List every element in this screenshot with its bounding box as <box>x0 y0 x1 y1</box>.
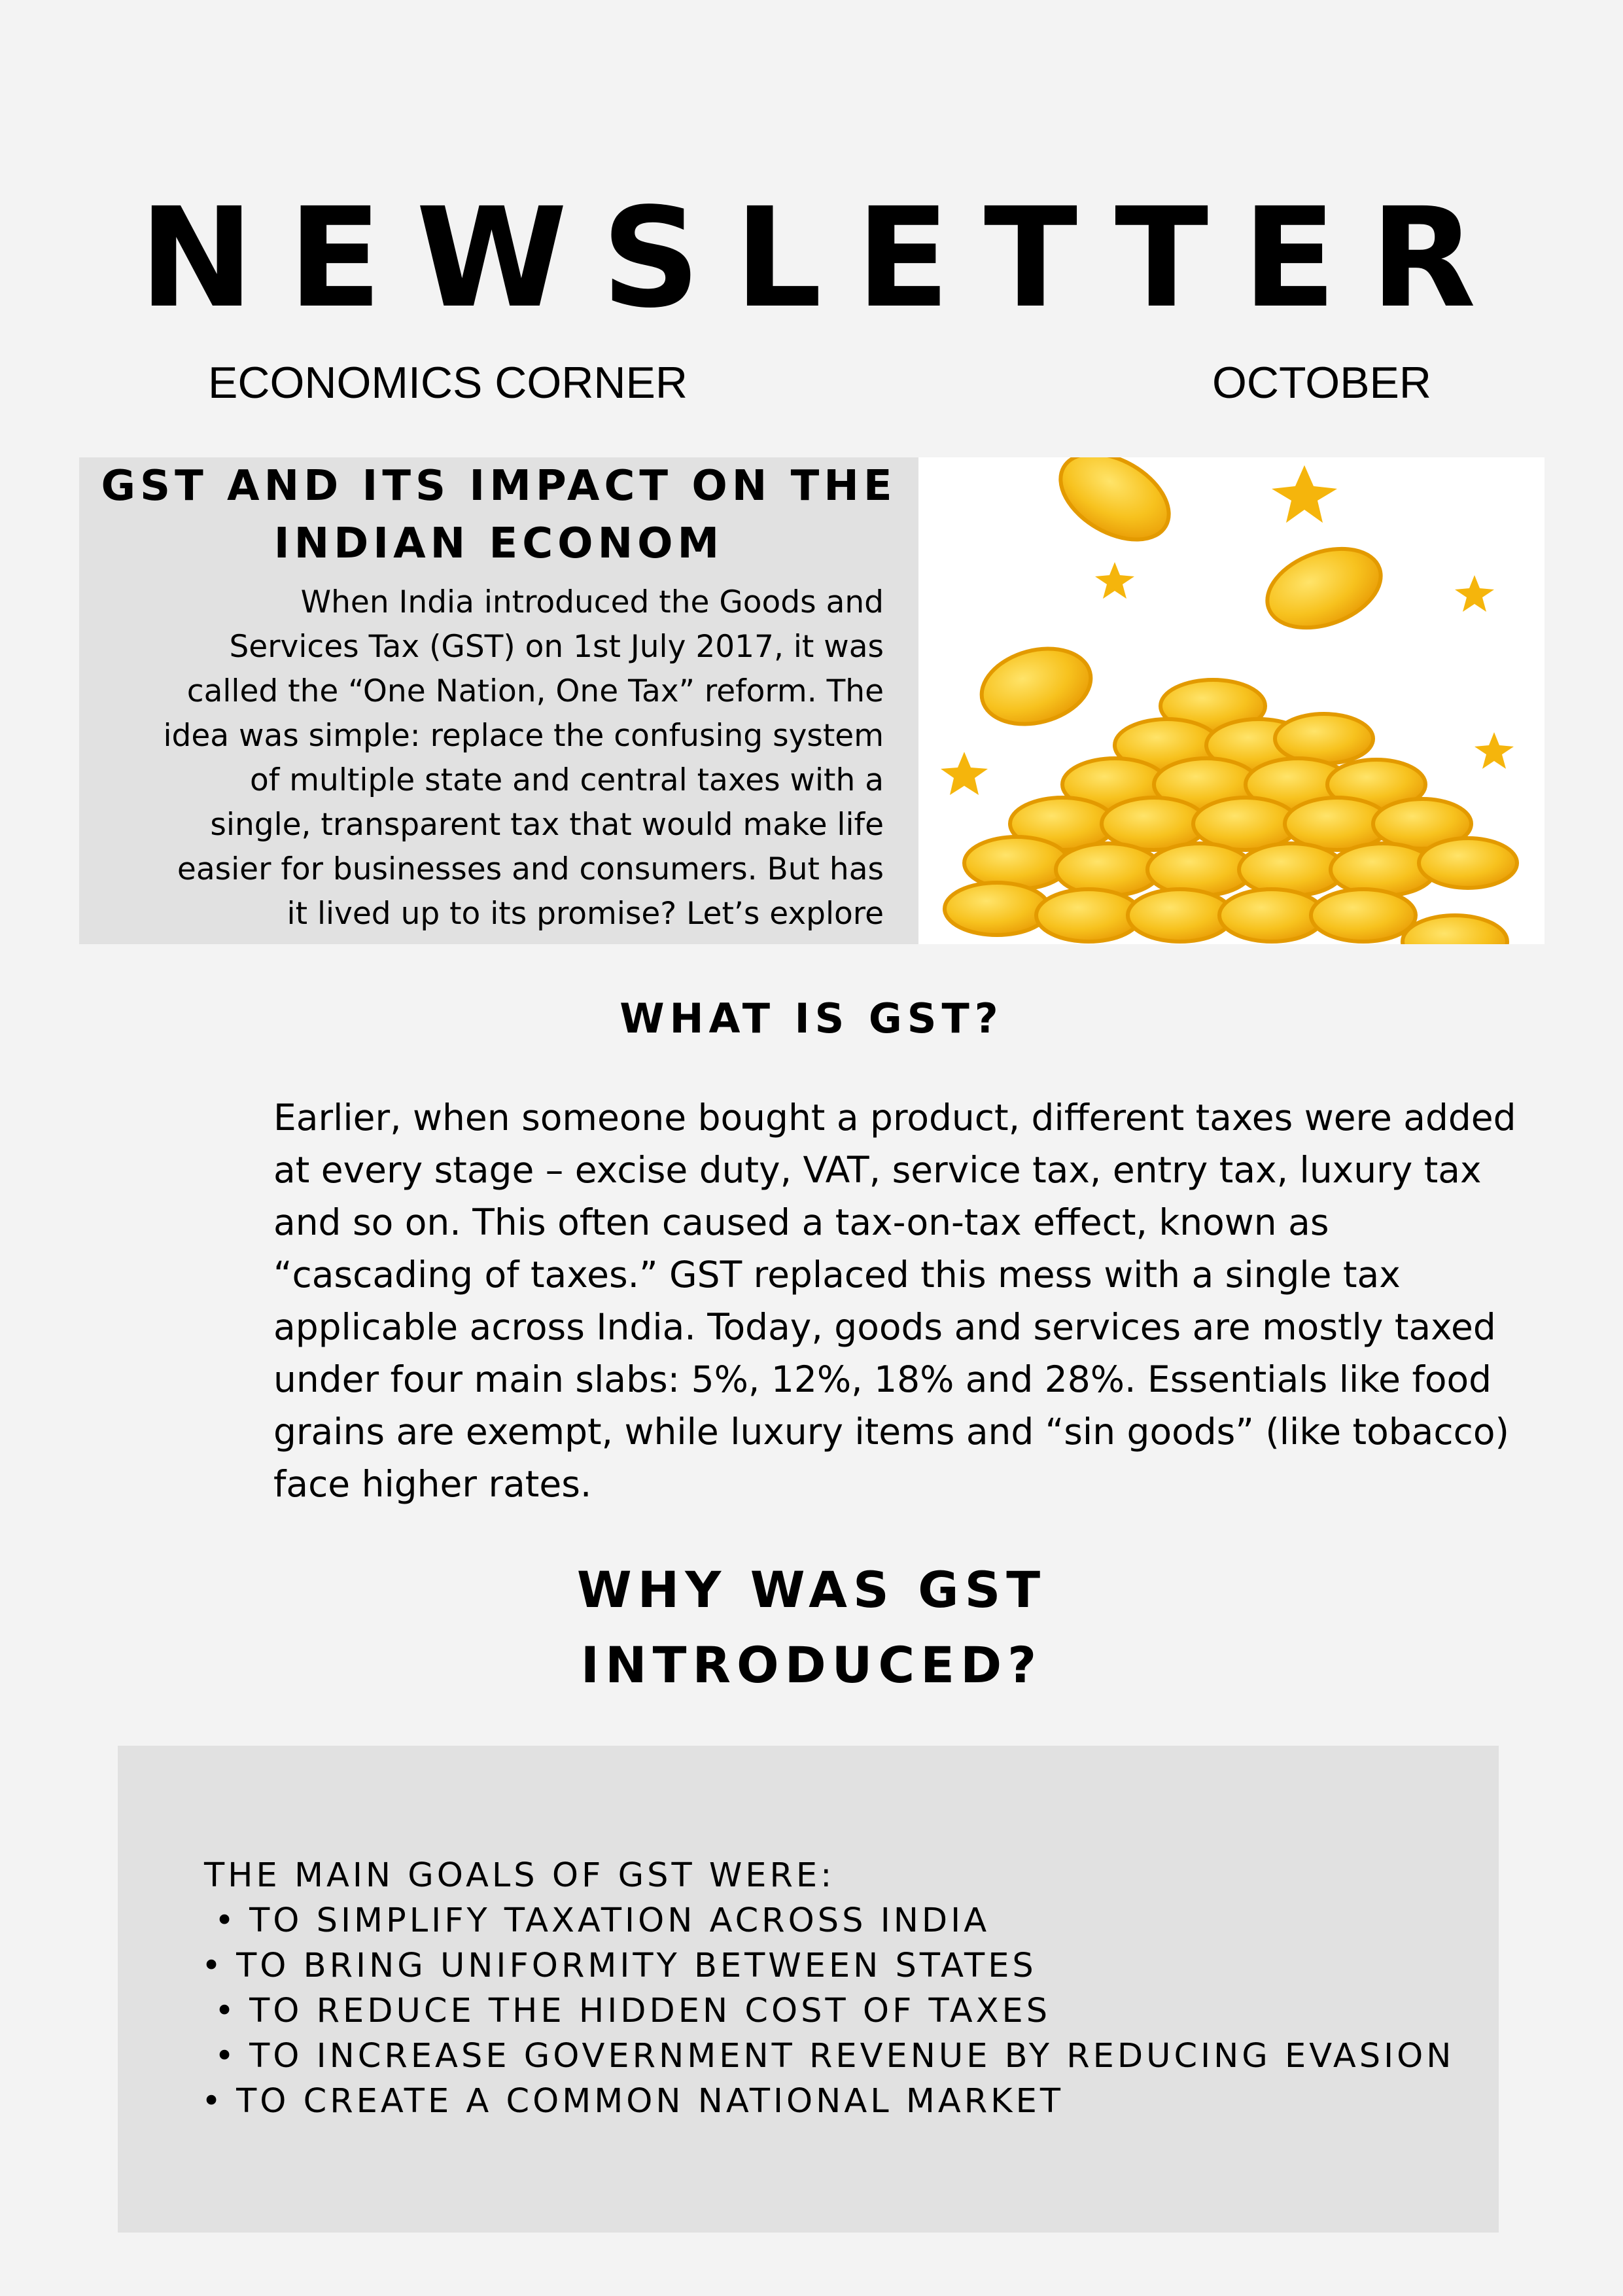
body-line: at every stage – excise duty, VAT, service tax, entry tax, luxury tax <box>273 1149 1482 1191</box>
what-is-gst-body <box>273 1091 1569 1510</box>
goal-text: TO CREATE A COMMON NATIONAL MARKET <box>236 2082 1064 2121</box>
article-intro-line: idea was simple: replace the confusing system <box>163 718 884 754</box>
why-gst-heading-line-1: WHY WAS GST <box>576 1561 1047 1619</box>
list-item <box>215 1898 1454 1943</box>
bullet-icon: • <box>215 2037 238 2075</box>
bullet-icon: • <box>201 1947 225 1985</box>
goals-intro: THE MAIN GOALS OF GST WERE: <box>204 1856 835 1895</box>
bullet-icon: • <box>215 1992 238 2030</box>
article-intro-line: called the “One Nation, One Tax” reform. The <box>186 673 884 709</box>
bullet-icon: • <box>201 2082 225 2121</box>
goal-text: TO REDUCE THE HIDDEN COST OF TAXES <box>249 1992 1051 2030</box>
body-line: and so on. This often caused a tax-on-tax effect, known as <box>273 1201 1329 1243</box>
goal-text: TO INCREASE GOVERNMENT REVENUE BY REDUCING EVASION <box>249 2037 1455 2075</box>
newsletter-title: NEWSLETTER <box>139 178 1510 338</box>
article-title <box>79 457 918 573</box>
goal-text: TO BRING UNIFORMITY BETWEEN STATES <box>236 1947 1037 1985</box>
month-label: OCTOBER <box>1212 358 1432 408</box>
bullet-icon: • <box>215 1901 238 1940</box>
article-intro-line: easier for businesses and consumers. But has <box>177 851 884 887</box>
list-item <box>201 1943 1441 1988</box>
body-line: “cascading of taxes.” GST replaced this mess with a single tax <box>273 1254 1401 1296</box>
section-label: ECONOMICS CORNER <box>208 358 688 408</box>
why-gst-heading <box>0 1552 1623 1703</box>
article-title-line-2: INDIAN ECONOM <box>273 520 724 568</box>
body-line: grains are exempt, while luxury items and “sin goods” (like tobacco) <box>273 1411 1509 1453</box>
article-intro-line: When India introduced the Goods and <box>300 584 884 620</box>
hero-article-box <box>79 457 918 944</box>
goal-text: TO SIMPLIFY TAXATION ACROSS INDIA <box>249 1901 990 1940</box>
what-is-gst-heading: WHAT IS GST? <box>620 995 1003 1042</box>
list-item <box>215 2034 1454 2079</box>
article-intro <box>118 580 884 936</box>
body-line: Earlier, when someone bought a product, different taxes were added <box>273 1097 1516 1139</box>
goals-list <box>118 1898 1455 2124</box>
article-intro-line: of multiple state and central taxes with a <box>250 762 884 798</box>
why-gst-heading-line-2: INTRODUCED? <box>580 1636 1043 1694</box>
body-line: face higher rates. <box>273 1463 592 1505</box>
body-line: applicable across India. Today, goods and services are mostly taxed <box>273 1306 1496 1348</box>
goals-box <box>118 1746 1499 2233</box>
gold-coins-icon <box>918 457 1544 944</box>
article-intro-line: single, transparent tax that would make life <box>210 807 884 843</box>
list-item <box>201 2079 1441 2124</box>
article-intro-line: Services Tax (GST) on 1st July 2017, it was <box>229 629 884 665</box>
list-item <box>215 1988 1454 2034</box>
article-intro-line: it lived up to its promise? Let’s explore <box>287 896 884 932</box>
body-line: under four main slabs: 5%, 12%, 18% and 28%. Essentials like food <box>273 1358 1492 1400</box>
article-title-line-1: GST AND ITS IMPACT ON THE <box>101 462 897 510</box>
